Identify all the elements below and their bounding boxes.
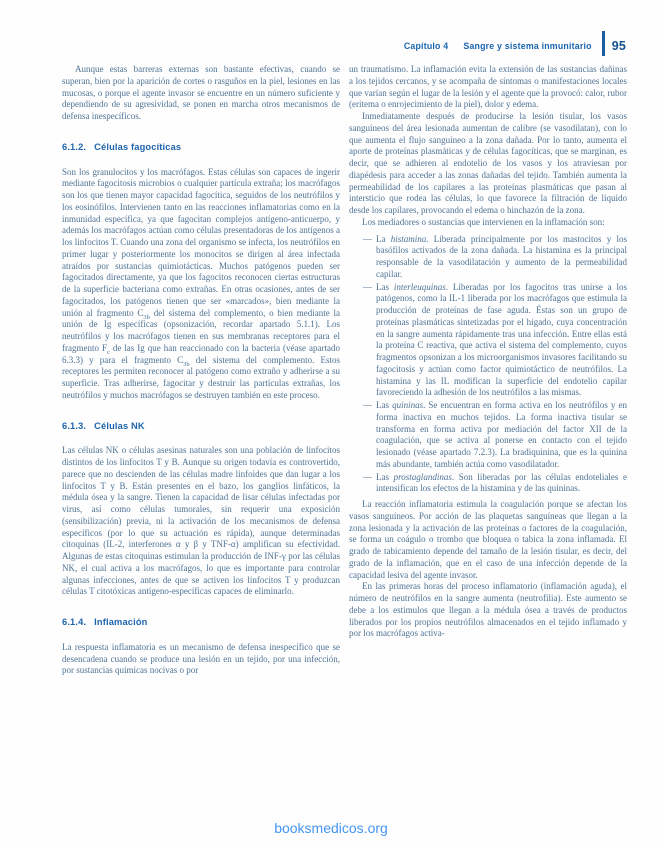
list-item-prostaglandinas [363, 471, 627, 496]
paragraph-fagociticas: Son los granulocitos y los macrófagos. Estas células son capaces de ingerir mediante fagocitosis microbios o cualquier partícula extraña; los macrófagos son los que tienen mayor capacidad fagocítica, seguidos de los neutrófilos y los eosinófilos. Intervienen tanto en las reacciones inflamatorias como en la inmunidad específica, ya que fagocitan complejos antígeno-anticuerpo, y además los macrófagos actúan como células presentadoras de los antígenos a los linfocitos T. Cuando una zona del organismo se infecta, los neutrófilos en primer lugar y posteriormente los monocitos se dirigen al área infectada atraídos por sustancias quimiotácticas. Muchos patógenos pueden ser fagocitados directamente, ya que los fagocitos reconocen ciertas estructuras de la superficie bacteriana como extrañas. En otras ocasiones, antes de ser fagocitados, los patógenos tienen que ser «marcados», bien mediante la unión al fragmento $C_{3b}$ del sistema del complemento, o bien mediante la unión de Ig específicas (opsonización, recordar apartado 5.1.1). Los neutrófilos y los macrófagos tienen en sus membranas receptores para el fragmento $F_c$ de las Ig que han reaccionado con la bacteria (véase apartado 6.3.3) y para el fragmento $C_{3b}$ del sistema del complemento. Estos receptores les permiten reconocer al patógeno como extraño y adherirse a su superficie. Tras adherirse, fagocitar y destruir las partículas extrañas, los neutrófilos y muchos macrófagos se destruyen también en este proceso. [62, 166, 340, 400]
paragraph-reaccion: La reacción inflamatoria estimula la coagulación porque se afectan los vasos sanguíneos. Por acción de las plaquetas sanguíneas que llegan a la zona lesionada y la activación de las proteínas o factores de la coagulación, se forma un coágulo o trombo que bloquea o tabica la zona inflamada. El grado de tabicamiento depende del tamaño de la lesión tisular, es decir, del grado de la inflamación, que en el caso de una infección depende de la capacidad lesiva del agente invasor. [349, 499, 627, 580]
heading-number: 6.1.2. [62, 141, 87, 152]
list-item-histamina [363, 233, 627, 281]
paragraph-primeras: En las primeras horas del proceso inflamatorio (inflamación aguda), el número de neutrófilos en la sangre aumenta (neutrofilia). Este aumento se debe a los estímulos que llegan a la médula ósea a través de productos liberados por los propios neutrófilos almacenados en el tejido inflamado y por los macrófagos activa- [349, 581, 627, 639]
list-dash: — [363, 471, 372, 482]
heading-title: Células NK [94, 420, 145, 431]
list-item-text: Las interleuquinas. Liberadas por los fagocitos tras unirse a los patógenos, como la IL-1 liberada por los macrófagos que estimula la producción de proteínas de fase aguda. Éstas son un grupo de proteínas plasmáticas sintetizadas por el hígado, cuya concentración en la sangre aumenta rápidamente tras una infección. Entre ellas está la proteína C reactiva, que activa el sistema del complemento, cuyos fragmentos opsonizan a los microorganismos invasores facilitando su fagocitosis y actúan como factor quimiotáctico de neutrófilos. La histamina y las IL modifican la superficie del endotelio capilar favoreciendo la adhesión de los neutrófilos a las mismas. [376, 281, 627, 398]
list-item-text: La histamina. Liberada principalmente por los mastocitos y los basófilos activados de la zona dañada. La histamina es la principal responsable de la vasodilatación y aumento de la permeabilidad capilar. [376, 233, 627, 279]
mediators-list [349, 234, 627, 496]
right-column [349, 64, 627, 677]
page-number: 95 [611, 38, 626, 53]
chapter-label: Capítulo 4 [403, 40, 449, 51]
paragraph-intro: Aunque estas barreras externas son bastante efectivas, cuando se superan, bien por la aparición de cortes o rasguños en la piel, lesiones en las mucosas, o porque el agente invasor se encuentre en un número suficiente y dependiendo de su agresividad, se ponen en marcha otros mecanismos de defensa inespecíficos. [62, 64, 340, 121]
list-dash: — [363, 233, 372, 244]
left-column [62, 64, 340, 677]
header-divider-bar [602, 31, 605, 56]
list-item-quininas [363, 400, 627, 471]
heading-celulas-nk [62, 421, 340, 433]
paragraph-mediadores: Los mediadores o sustancias que intervienen en la inflamación son: [362, 216, 605, 227]
paragraph-inmediatamente: Inmediatamente después de producirse la lesión tisular, los vasos sanguíneos del área lesionada aumentan de calibre (se vasodilatan), con lo que aumenta el flujo sanguíneo a la zona dañada. Por lo tanto, aumenta el aporte de proteínas plasmáticas y de células fagocíticas, que se marginan, es decir, que se adhieren al endotelio de los vasos y los atraviesan por diapédesis para acceder a las zonas dañadas del tejido. También aumenta la permeabilidad de los capilares a las proteínas plasmáticas que pasan al intersticio que rodea las células, lo que favorece la filtración de líquido desde los capilares, provocando el edema o hinchazón de la zona. [349, 111, 627, 215]
paragraph-traumatismo: un traumatismo. La inflamación evita la extensión de las sustancias dañinas a los tejidos cercanos, y se acompaña de síntomas o manifestaciones locales que varían según el lugar de la lesión y el agente que la provocó: calor, rubor (eritema o enrojecimiento de la piel), dolor y edema. [349, 64, 627, 110]
paragraph-inflamacion: La respuesta inflamatoria es un mecanismo de defensa inespecífico que se desencadena cuando se produce una lesión en un tejido, por una infección, por sustancias químicas nocivas o por [62, 641, 340, 676]
heading-number: 6.1.4. [62, 617, 87, 627]
heading-title: Inflamación [94, 617, 148, 627]
watermark-link[interactable]: booksmedicos.org [274, 820, 388, 836]
heading-celulas-fagociticas [62, 142, 340, 154]
list-item-interleuquinas [363, 281, 627, 400]
paragraph-nk: Las células NK o células asesinas naturales son una población de linfocitos distintos de los linfocitos T y B. Aunque su origen todavía es controvertido, parece que no descienden de las células madre linfoides que dan lugar a los linfocitos T y B. Están presentes en el bazo, los ganglios linfáticos, la médula ósea y la sangre. Tienen la capacidad de lisar células infectadas por virus, así como células tumorales, sin requerir una exposición (sensibilización) previa, ni la activación de los mecanismos de defensa específicos (por lo que su actuación es rápida), aunque determinadas citoquinas (IL-2, interferones α y β y TNF-α) amplifican su efectividad. Algunas de estas citoquinas estimulan la producción de INF-γ por las células NK, el cual activa a los macrófagos, lo que es importante para controlar algunas infecciones, antes de que se activen los linfocitos T y produzcan células T citotóxicas antígeno-específicas capaces de eliminarlo. [62, 445, 340, 597]
heading-inflamacion [62, 617, 340, 629]
heading-number: 6.1.3. [62, 420, 87, 431]
running-header [404, 33, 626, 58]
list-dash: — [363, 281, 372, 292]
heading-title: Células fagocíticas [94, 141, 182, 152]
list-item-text: Las prostaglandinas. Son liberadas por las células endoteliales e intensifican los efectos de la histamina y de las quininas. [376, 471, 627, 494]
section-title: Sangre y sistema inmunitario [463, 40, 592, 51]
list-dash: — [363, 400, 372, 410]
list-item-text: Las quininas. Se encuentran en forma activa en los neutrófilos y en forma inactiva en muchos tejidos. La forma inactiva tisular se transforma en forma activa por mediación del factor XII de la coagulación, que se activa al ponerse en contacto con el tejido lesionado (véase apartado 7.2.3). La bradiquinina, que es la quinina más abundante, también actúa como vasodilatador. [376, 400, 627, 469]
text-columns [62, 64, 627, 677]
